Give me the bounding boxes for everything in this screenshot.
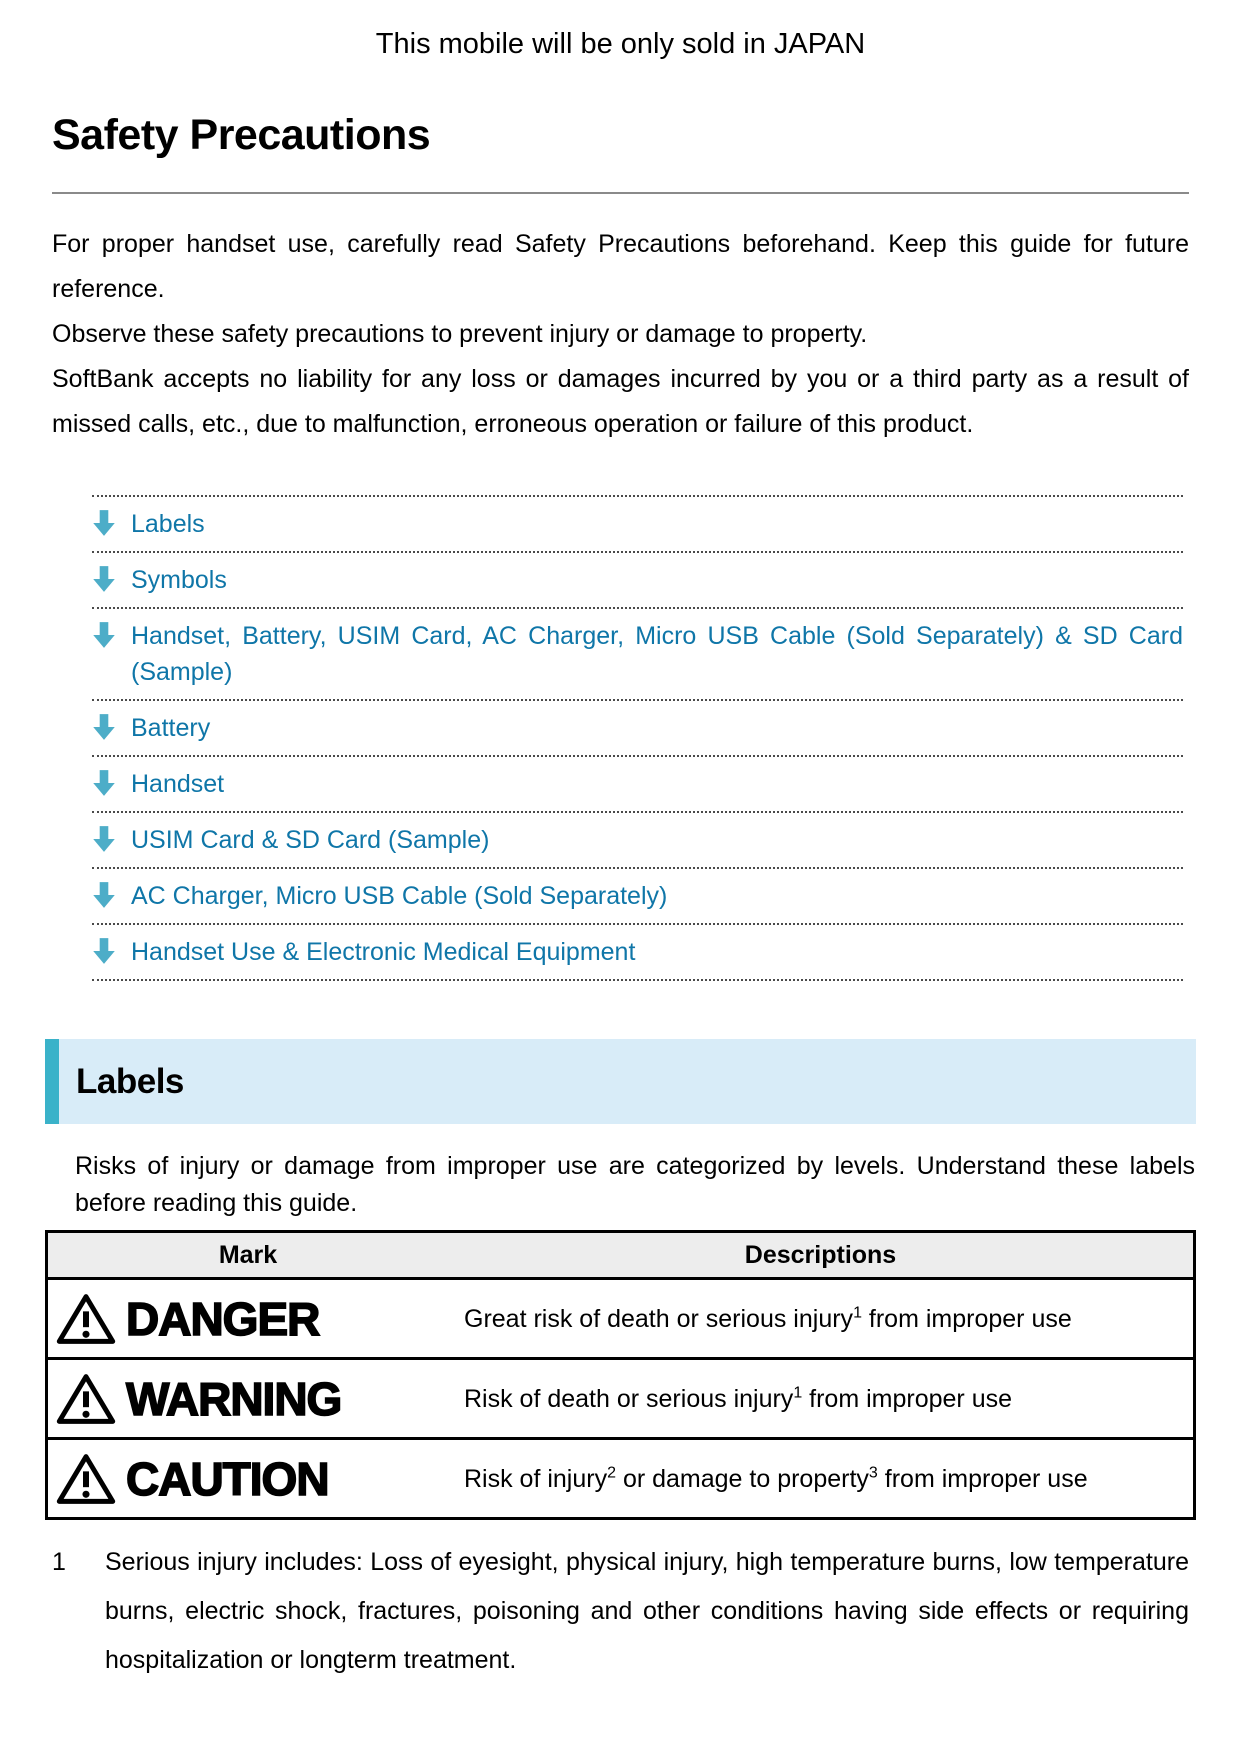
description-text: from improper use	[802, 1384, 1013, 1413]
warning-triangle-icon	[56, 1372, 116, 1426]
toc-item	[92, 607, 1183, 699]
toc-link-medical-equipment[interactable]: Handset Use & Electronic Medical Equipment	[131, 938, 636, 966]
toc-list	[92, 495, 1183, 981]
intro-paragraph-2: Observe these safety precautions to prevent injury or damage to property.	[52, 320, 868, 348]
description-text: Great risk of death or serious injury	[464, 1304, 854, 1333]
toc-item	[92, 495, 1183, 551]
down-arrow-icon	[92, 769, 116, 797]
footnote-1	[52, 1538, 1189, 1685]
toc-link-battery[interactable]: Battery	[131, 714, 211, 742]
intro-paragraph-1: For proper handset use, carefully read Safety Precautions beforehand. Keep this guide for future reference.	[52, 230, 1189, 303]
page-title: Safety Precautions	[52, 111, 431, 159]
toc-link-handset[interactable]: Handset	[131, 770, 225, 798]
table-header-row	[47, 1232, 1195, 1279]
toc-link-usim-sd-card[interactable]: USIM Card & SD Card (Sample)	[131, 826, 490, 854]
caution-mark-cell	[47, 1439, 449, 1519]
down-arrow-icon	[92, 621, 116, 649]
labels-description: Risks of injury or damage from improper use are categorized by levels. Understand these labels before reading this guide.	[75, 1152, 1195, 1217]
table-row-caution	[47, 1439, 1195, 1519]
warning-triangle-icon	[56, 1452, 116, 1506]
footnote-marker: 1	[52, 1548, 66, 1576]
toc-item	[92, 867, 1183, 923]
section-heading-labels: Labels	[76, 1061, 184, 1101]
footnote-ref-superscript: 3	[868, 1464, 878, 1482]
danger-label: DANGER	[126, 1292, 320, 1345]
labels-table	[45, 1230, 1196, 1520]
danger-description	[448, 1279, 1195, 1359]
intro-text	[52, 222, 1189, 447]
column-header-mark: Mark	[47, 1232, 449, 1279]
toc-item	[92, 551, 1183, 607]
footnote-ref-superscript: 1	[853, 1304, 862, 1322]
footnote-ref-superscript: 2	[607, 1464, 616, 1482]
table-row-warning	[47, 1359, 1195, 1439]
toc-link-ac-charger-usb-cable[interactable]: AC Charger, Micro USB Cable (Sold Separately)	[131, 882, 668, 910]
down-arrow-icon	[92, 825, 116, 853]
toc-item	[92, 923, 1183, 981]
description-text: or damage to property	[616, 1464, 869, 1493]
toc-link-labels[interactable]: Labels	[131, 510, 205, 538]
footnote-ref-superscript: 1	[793, 1384, 803, 1402]
table-row-danger	[47, 1279, 1195, 1359]
warning-triangle-icon	[56, 1292, 116, 1346]
description-text: from improper use	[861, 1304, 1072, 1333]
column-header-descriptions: Descriptions	[448, 1232, 1195, 1279]
down-arrow-icon	[92, 937, 116, 965]
caution-description	[448, 1439, 1195, 1519]
warning-label: WARNING	[126, 1372, 342, 1425]
toc-item	[92, 699, 1183, 755]
toc-item	[92, 811, 1183, 867]
warning-mark-cell	[47, 1359, 449, 1439]
down-arrow-icon	[92, 881, 116, 909]
down-arrow-icon	[92, 713, 116, 741]
description-text: from improper use	[877, 1464, 1088, 1493]
japan-only-notice: This mobile will be only sold in JAPAN	[375, 28, 866, 60]
down-arrow-icon	[92, 565, 116, 593]
toc-link-handset-battery-usim-charger[interactable]: Handset, Battery, USIM Card, AC Charger, Micro USB Cable (Sold Separately) & SD Card (Sample)	[131, 622, 1183, 686]
toc-item	[92, 755, 1183, 811]
caution-label: CAUTION	[126, 1452, 329, 1505]
title-divider	[52, 192, 1189, 194]
description-text: Risk of death or serious injury	[464, 1384, 794, 1413]
intro-paragraph-3: SoftBank accepts no liability for any loss or damages incurred by you or a third party as a result of missed calls, etc., due to malfunction, erroneous operation or failure of this product.	[52, 365, 1189, 438]
down-arrow-icon	[92, 509, 116, 537]
description-text: Risk of injury	[464, 1464, 608, 1493]
warning-description	[448, 1359, 1195, 1439]
section-header-labels	[45, 1039, 1196, 1124]
danger-mark-cell	[47, 1279, 449, 1359]
footnote-text: Serious injury includes: Loss of eyesight, physical injury, high temperature burns, low temperature burns, electric shock, fractures, poisoning and other conditions having side effects or requiring hospitalization or longterm treatment.	[105, 1548, 1189, 1674]
toc-link-symbols[interactable]: Symbols	[131, 566, 227, 594]
